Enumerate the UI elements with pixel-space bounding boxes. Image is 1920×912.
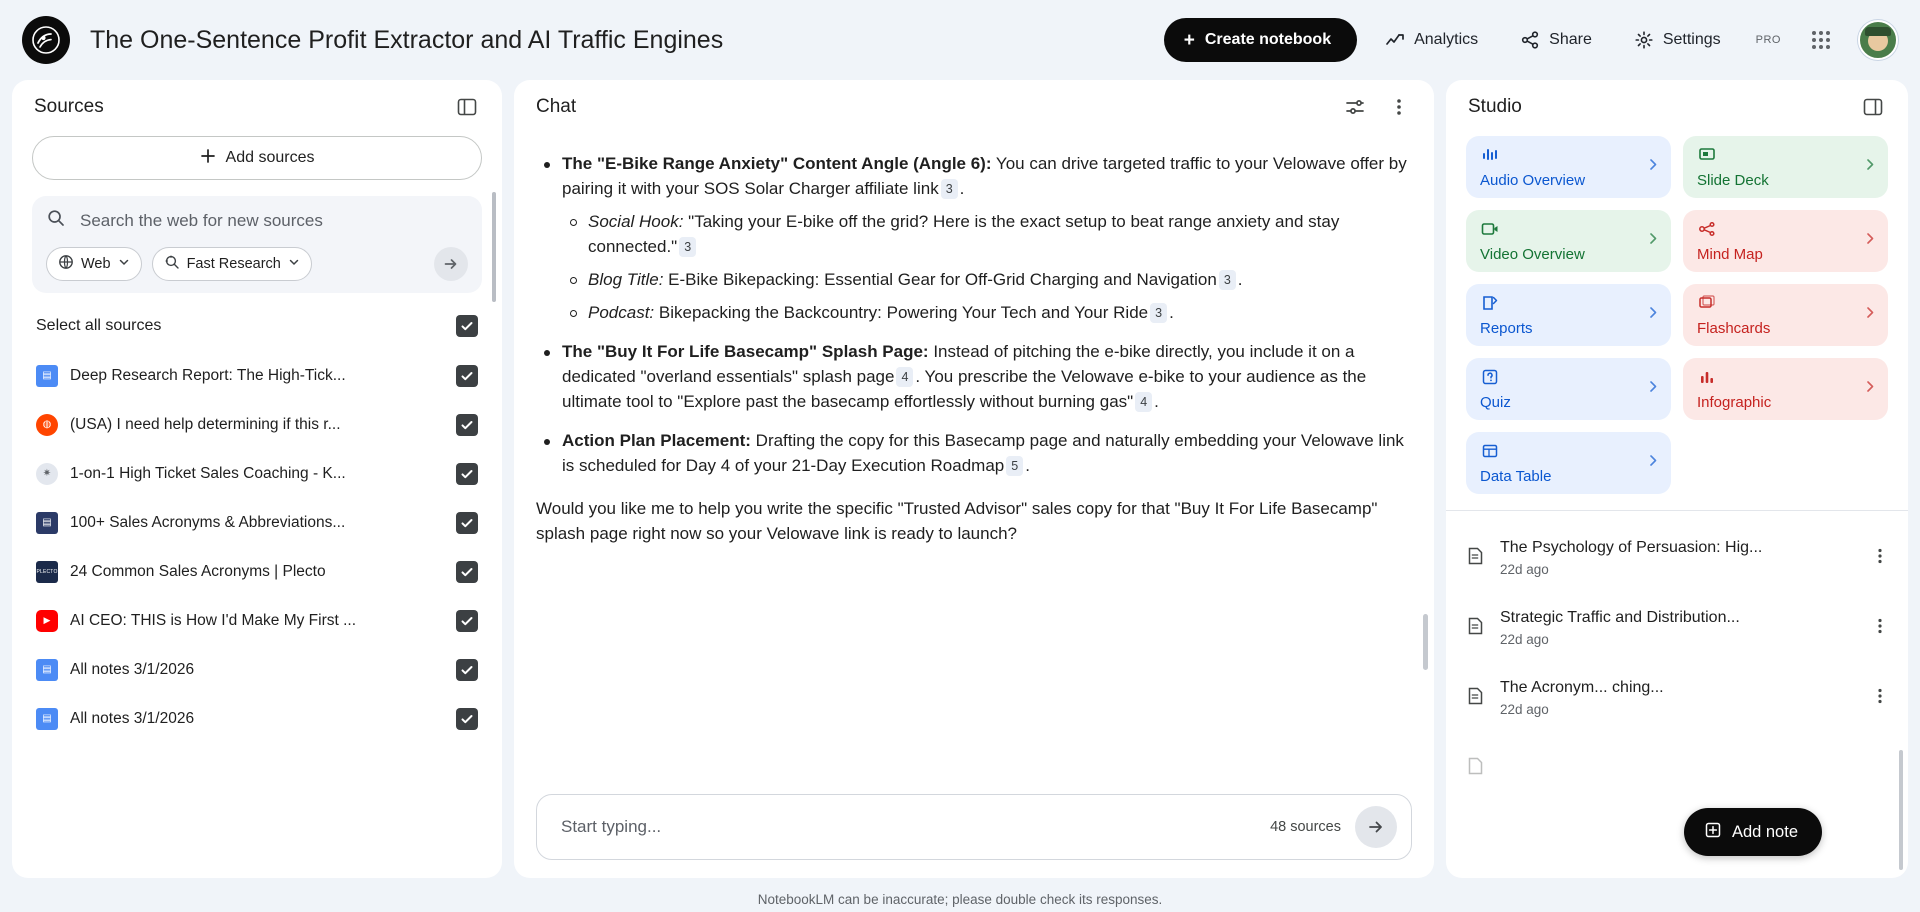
studio-card-label: Audio Overview: [1480, 172, 1586, 189]
select-all-checkbox[interactable]: [456, 315, 478, 337]
note-timestamp: 22d ago: [1500, 632, 1549, 647]
note-doc-icon: [1464, 685, 1486, 712]
citation-chip[interactable]: 4: [1135, 392, 1152, 412]
list-item[interactable]: [32, 645, 482, 694]
source-scope-label: Web: [81, 256, 111, 272]
reports-icon: [1480, 293, 1659, 318]
citation-chip[interactable]: 3: [1150, 303, 1167, 323]
sub-text: "Taking your E-bike off the grid? Here is the exact setup to beat range anxiety and stay connected.": [588, 211, 1340, 256]
chat-panel: [514, 80, 1434, 878]
analytics-chart-icon: [1385, 30, 1405, 50]
studio-card-label: Mind Map: [1697, 246, 1763, 263]
message-sub-list: [562, 210, 1412, 326]
bullet-tail: .: [1025, 455, 1030, 475]
sub-label: Blog Title:: [588, 269, 664, 289]
panel-collapse-right-icon[interactable]: [1856, 90, 1890, 124]
studio-panel: [1446, 80, 1908, 878]
book-icon: ▤: [36, 512, 58, 534]
note-timestamp: 22d ago: [1500, 562, 1549, 577]
source-name: AI CEO: THIS is How I'd Make My First ...: [70, 611, 357, 629]
studio-card-label: Slide Deck: [1697, 172, 1769, 189]
sources-title: Sources: [34, 96, 104, 117]
add-note-icon: [1704, 821, 1722, 844]
note-title: The Acronym... ching...: [1500, 679, 1664, 696]
studio-card-label: Data Table: [1480, 468, 1552, 485]
research-sparkle-icon: [164, 254, 180, 274]
research-mode-chip[interactable]: [152, 247, 312, 281]
add-note-label: Add note: [1731, 822, 1798, 841]
chat-header: [514, 80, 1434, 134]
chat-scrollbar[interactable]: [1423, 614, 1428, 670]
select-all-label: Select all sources: [36, 317, 162, 334]
studio-card-audio-overview[interactable]: [1466, 136, 1671, 198]
doc-blue-icon: ▤: [36, 659, 58, 681]
list-item[interactable]: [32, 351, 482, 400]
select-all-sources-row[interactable]: [32, 303, 482, 349]
sources-scrollbar[interactable]: [492, 192, 496, 302]
avatar-hat: [1865, 27, 1891, 36]
create-notebook-button[interactable]: [1164, 18, 1357, 62]
chevron-right-icon: [1862, 157, 1878, 178]
chat-title: Chat: [536, 96, 577, 117]
analytics-button[interactable]: [1371, 20, 1492, 60]
quiz-icon: [1480, 367, 1659, 392]
notebook-title: The One-Sentence Profit Extractor and AI Traffic Engines: [90, 25, 724, 54]
send-button[interactable]: [1355, 806, 1397, 848]
apps-grid-icon[interactable]: [1804, 23, 1838, 57]
chevron-down-icon: [118, 256, 130, 272]
note-doc-icon: [1464, 755, 1486, 782]
more-vertical-icon[interactable]: [1382, 90, 1416, 124]
chevron-down-icon: [288, 256, 300, 272]
source-name: All notes 3/1/2026: [70, 709, 195, 727]
chevron-right-icon: [1645, 453, 1661, 474]
source-checkbox[interactable]: [456, 610, 478, 632]
source-name: 100+ Sales Acronyms & Abbreviations...: [70, 513, 346, 531]
source-name: 24 Common Sales Acronyms | Plecto: [70, 562, 326, 580]
chevron-right-icon: [1645, 379, 1661, 400]
list-item[interactable]: [32, 400, 482, 449]
slide-deck-icon: [1697, 145, 1876, 170]
assistant-message: [536, 134, 1412, 547]
studio-card-quiz[interactable]: [1466, 358, 1671, 420]
chevron-right-icon: [1862, 305, 1878, 326]
search-input[interactable]: [78, 210, 468, 232]
website-icon: ✷: [36, 463, 58, 485]
studio-scrollbar[interactable]: [1899, 750, 1903, 870]
infographic-icon: [1697, 367, 1876, 392]
source-checkbox[interactable]: [456, 414, 478, 436]
sources-body: [12, 134, 502, 878]
create-notebook-label: Create notebook: [1204, 31, 1332, 48]
source-checkbox[interactable]: [456, 512, 478, 534]
top-bar: [0, 0, 1920, 80]
bullet-text: Instead of pitching the e-bike directly, you include it on a dedicated "overland essentials" splash page: [562, 341, 1355, 386]
studio-card-flashcards[interactable]: [1683, 284, 1888, 346]
bullet-text: Drafting the copy for this Basecamp page and naturally embedding your Velowave link is scheduled for Day 4 of your 21-Day Execution Roadmap: [562, 430, 1404, 475]
add-sources-button[interactable]: [32, 136, 482, 180]
chevron-right-icon: [1862, 379, 1878, 400]
citation-chip[interactable]: 4: [896, 367, 913, 387]
gear-icon: [1634, 30, 1654, 50]
studio-divider: [1446, 510, 1908, 511]
studio-title: Studio: [1468, 96, 1522, 117]
search-filter-chips: [46, 247, 468, 281]
settings-label: Settings: [1662, 31, 1721, 48]
message-bullet-list: [536, 152, 1412, 479]
list-item[interactable]: [32, 449, 482, 498]
youtube-icon: ▶: [36, 610, 58, 632]
chat-input[interactable]: [559, 816, 1256, 838]
citation-chip[interactable]: 3: [1219, 270, 1236, 290]
message-bullet: [536, 340, 1412, 415]
source-checkbox[interactable]: [456, 365, 478, 387]
doc-blue-icon: ▤: [36, 708, 58, 730]
mind-map-icon: [1697, 219, 1876, 244]
note-text: [1500, 609, 1852, 647]
message-bullet: [536, 429, 1412, 479]
plus-icon: [200, 148, 216, 169]
list-item[interactable]: [1464, 663, 1894, 733]
source-name: (USA) I need help determining if this r...: [70, 415, 341, 433]
note-text: [1500, 679, 1852, 717]
source-checkbox[interactable]: [456, 463, 478, 485]
studio-body: [1446, 134, 1908, 878]
sub-tail: .: [1169, 302, 1174, 322]
flashcards-icon: [1697, 293, 1876, 318]
source-checkbox[interactable]: [456, 561, 478, 583]
chevron-right-icon: [1862, 231, 1878, 252]
source-name: 1-on-1 High Ticket Sales Coaching - K...: [70, 464, 346, 482]
studio-card-reports[interactable]: [1466, 284, 1671, 346]
studio-card-video-overview[interactable]: [1466, 210, 1671, 272]
share-label: Share: [1549, 31, 1592, 48]
note-doc-icon: [1464, 545, 1486, 572]
note-title: [1500, 759, 1894, 777]
avatar[interactable]: [1858, 20, 1898, 60]
studio-card-label: Video Overview: [1480, 246, 1585, 263]
message-bullet: [536, 152, 1412, 326]
note-doc-icon: [1464, 615, 1486, 642]
doc-blue-icon: ▤: [36, 365, 58, 387]
list-item[interactable]: [1464, 523, 1894, 593]
chevron-right-icon: [1645, 305, 1661, 326]
studio-card-label: Flashcards: [1697, 320, 1771, 337]
message-closing-question: Would you like me to help you write the specific "Trusted Advisor" sales copy for that "Buy It For Life Basecamp" splash page right now so your Velowave link is ready to launch?: [536, 498, 1378, 543]
studio-tools-grid: [1446, 134, 1908, 510]
sub-label: Social Hook:: [588, 211, 684, 231]
note-title: Strategic Traffic and Distribution...: [1500, 609, 1740, 626]
more-vertical-icon[interactable]: [1866, 686, 1894, 711]
source-count-label: 48 sources: [1270, 819, 1341, 835]
message-sub-bullet: [562, 210, 1412, 260]
studio-card-label: Reports: [1480, 320, 1533, 337]
list-item[interactable]: [32, 694, 482, 743]
source-name: Deep Research Report: The High-Tick...: [70, 366, 346, 384]
note-title: The Psychology of Persuasion: Hig...: [1500, 539, 1763, 556]
bullet-lead: Action Plan Placement:: [562, 430, 751, 450]
list-item[interactable]: [32, 498, 482, 547]
note-text: [1500, 759, 1894, 777]
studio-header: [1446, 80, 1908, 134]
bullet-tail: .: [959, 178, 965, 198]
research-mode-label: Fast Research: [186, 256, 281, 272]
bullet-lead: The "Buy It For Life Basecamp" Splash Page:: [562, 341, 929, 361]
bullet-tail-2: .: [1154, 391, 1159, 411]
add-note-button[interactable]: [1684, 808, 1822, 856]
run-web-search-button[interactable]: [434, 247, 468, 281]
sub-text: E-Bike Bikepacking: Essential Gear for Off-Grid Charging and Navigation: [663, 269, 1217, 289]
studio-notes-list: [1446, 515, 1908, 878]
sub-text: Bikepacking the Backcountry: Powering Your Tech and Your Ride: [654, 302, 1149, 322]
message-sub-bullet: [562, 268, 1412, 293]
web-search-box: [32, 196, 482, 293]
panel-collapse-left-icon[interactable]: [450, 90, 484, 124]
chevron-right-icon: [1645, 157, 1661, 178]
panels-container: [0, 80, 1920, 886]
pro-badge: PRO: [1755, 34, 1781, 46]
studio-card-mind-map[interactable]: [1683, 210, 1888, 272]
analytics-label: Analytics: [1414, 31, 1479, 48]
source-checkbox[interactable]: [456, 708, 478, 730]
globe-icon: [58, 254, 74, 274]
audio-waveform-icon: [1480, 145, 1659, 170]
list-item[interactable]: [32, 547, 482, 596]
plecto-icon: PLECTO: [36, 561, 58, 583]
footer-disclaimer: NotebookLM can be inaccurate; please double check its responses.: [757, 891, 1163, 907]
share-button[interactable]: [1506, 20, 1606, 60]
message-sub-bullet: [562, 301, 1412, 326]
citation-chip[interactable]: 3: [941, 179, 958, 199]
chat-input-container[interactable]: [536, 794, 1412, 860]
reddit-icon: ◍: [36, 414, 58, 436]
studio-card-slide-deck[interactable]: [1683, 136, 1888, 198]
studio-card-data-table[interactable]: [1466, 432, 1671, 494]
sources-list: [32, 351, 482, 743]
data-table-icon: [1480, 441, 1659, 466]
clipped-previous-line: [536, 134, 1412, 146]
notebooklm-logo-icon[interactable]: [22, 16, 70, 64]
share-icon: [1520, 30, 1540, 50]
tune-sliders-icon[interactable]: [1338, 90, 1372, 124]
sources-panel: [12, 80, 502, 878]
add-sources-label: Add sources: [225, 149, 315, 166]
note-timestamp: 22d ago: [1500, 702, 1549, 717]
sub-label: Podcast:: [588, 302, 655, 322]
source-scope-chip-web[interactable]: [46, 247, 142, 281]
note-text: [1500, 539, 1852, 577]
bullet-tail: . You prescribe the Velowave e-bike to your audience as the ultimate tool to "Explore past the basecamp effortlessly without burning gas": [562, 366, 1367, 411]
studio-card-infographic[interactable]: [1683, 358, 1888, 420]
citation-chip[interactable]: 3: [679, 237, 696, 257]
list-item[interactable]: [32, 596, 482, 645]
chat-input-area: [514, 784, 1434, 878]
settings-button[interactable]: [1620, 20, 1735, 60]
citation-chip[interactable]: 5: [1006, 456, 1023, 476]
source-name: All notes 3/1/2026: [70, 660, 195, 678]
chat-messages: [514, 134, 1434, 784]
sources-header: [12, 80, 502, 134]
more-vertical-icon[interactable]: [1866, 616, 1894, 641]
studio-card-label: Quiz: [1480, 394, 1511, 411]
more-vertical-icon[interactable]: [1866, 546, 1894, 571]
video-overview-icon: [1480, 219, 1659, 244]
plus-icon: +: [1183, 29, 1195, 51]
studio-card-label: Infographic: [1697, 394, 1772, 411]
chevron-right-icon: [1645, 231, 1661, 252]
source-checkbox[interactable]: [456, 659, 478, 681]
search-icon: [46, 208, 66, 233]
list-item[interactable]: [1464, 733, 1894, 803]
sub-tail: .: [1237, 269, 1243, 289]
list-item[interactable]: [1464, 593, 1894, 663]
bullet-lead: The "E-Bike Range Anxiety" Content Angle (Angle 6):: [562, 154, 992, 173]
bullet-text: You can drive targeted traffic to your Velowave offer by pairing it with your SOS Solar Charger affiliate link: [562, 154, 1407, 198]
